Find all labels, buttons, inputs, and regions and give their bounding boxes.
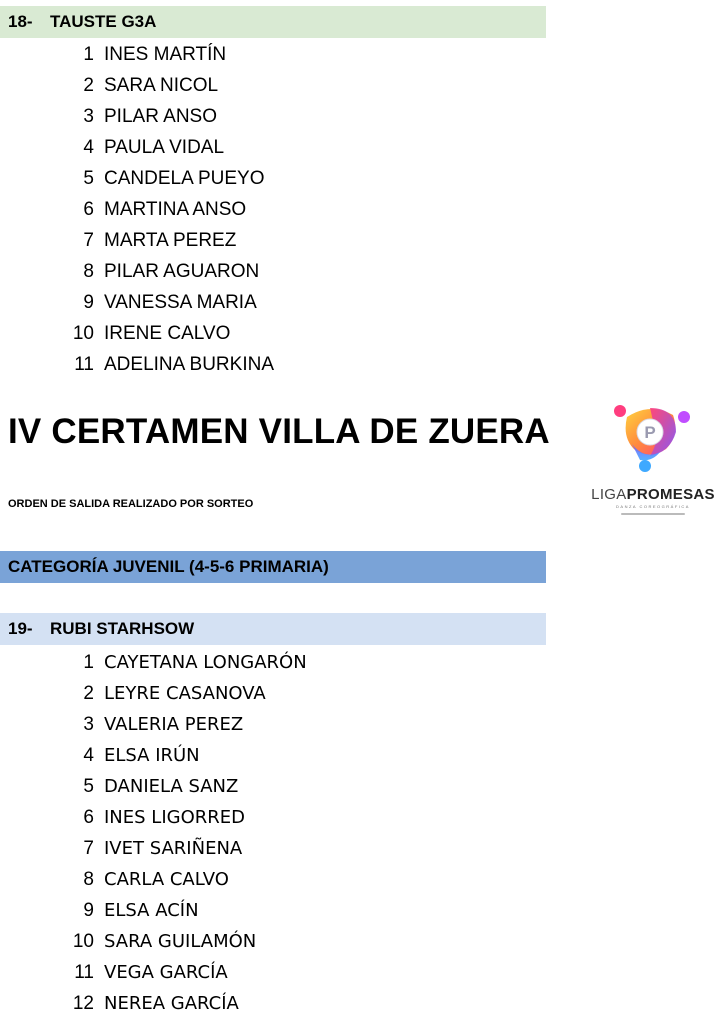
member-name: IVET SARIÑENA <box>104 838 243 859</box>
logo-underline <box>621 513 685 515</box>
member-name: NEREA GARCÍA <box>104 993 239 1014</box>
liga-promesas-logo <box>588 400 718 520</box>
group-19-number: 19- <box>8 619 33 638</box>
member-number: 6 <box>83 807 94 828</box>
category-label: CATEGORÍA JUVENIL (4-5-6 PRIMARIA) <box>8 557 329 576</box>
member-number: 1 <box>83 652 94 673</box>
member-name: VEGA GARCÍA <box>104 962 228 983</box>
member-name: MARTINA ANSO <box>104 199 247 220</box>
member-name: CANDELA PUEYO <box>104 168 265 189</box>
logo-mark-icon <box>610 400 696 480</box>
member-name: INES LIGORRED <box>104 807 245 828</box>
member-name: INES MARTÍN <box>104 44 227 65</box>
member-number: 5 <box>83 168 94 189</box>
list-item <box>0 39 274 70</box>
member-name: PILAR AGUARON <box>104 261 260 282</box>
member-name: SARA NICOL <box>104 75 219 96</box>
list-item <box>0 194 274 225</box>
member-number: 7 <box>83 838 94 859</box>
list-item <box>0 132 274 163</box>
list-item <box>0 225 274 256</box>
list-item <box>0 833 307 864</box>
member-number: 9 <box>83 292 94 313</box>
member-name: MARTA PEREZ <box>104 230 237 251</box>
member-name: VALERIA PEREZ <box>104 714 244 735</box>
member-number: 2 <box>83 75 94 96</box>
logo-word-promesas: PROMESAS <box>626 486 715 503</box>
group-18-name: TAUSTE G3A <box>50 12 157 31</box>
member-number: 4 <box>83 137 94 158</box>
member-number: 11 <box>74 354 94 375</box>
list-item <box>0 678 307 709</box>
list-item <box>0 256 274 287</box>
logo-wordmark <box>588 486 718 503</box>
member-number: 12 <box>72 993 94 1014</box>
group-18-header <box>0 6 546 38</box>
list-item <box>0 70 274 101</box>
member-number: 10 <box>72 323 94 344</box>
list-item <box>0 864 307 895</box>
member-number: 11 <box>74 962 94 983</box>
list-item <box>0 895 307 926</box>
list-item <box>0 802 307 833</box>
page-subtitle: ORDEN DE SALIDA REALIZADO POR SORTEO <box>8 498 254 510</box>
member-name: VANESSA MARIA <box>104 292 257 313</box>
member-number: 4 <box>83 745 94 766</box>
page-title: IV CERTAMEN VILLA DE ZUERA <box>8 412 550 451</box>
member-name: LEYRE CASANOVA <box>104 683 266 704</box>
group-18-number: 18- <box>8 12 33 31</box>
member-name: DANIELA SANZ <box>104 776 239 797</box>
group-18-member-list <box>0 39 274 380</box>
member-name: IRENE CALVO <box>104 323 231 344</box>
member-name: ADELINA BURKINA <box>104 354 274 375</box>
member-number: 8 <box>83 261 94 282</box>
group-19-header <box>0 613 546 645</box>
member-number: 9 <box>83 900 94 921</box>
list-item <box>0 318 274 349</box>
list-item <box>0 709 307 740</box>
member-number: 3 <box>83 714 94 735</box>
list-item <box>0 287 274 318</box>
member-name: PAULA VIDAL <box>104 137 225 158</box>
member-name: PILAR ANSO <box>104 106 217 127</box>
list-item <box>0 101 274 132</box>
list-item <box>0 957 307 988</box>
list-item <box>0 926 307 957</box>
member-number: 2 <box>83 683 94 704</box>
logo-letter: P <box>644 423 656 442</box>
member-number: 1 <box>83 44 94 65</box>
member-name: CAYETANA LONGARÓN <box>104 652 307 673</box>
member-number: 6 <box>83 199 94 220</box>
group-19-member-list <box>0 647 307 1019</box>
group-19-name: RUBI STARHSOW <box>50 619 195 638</box>
member-number: 7 <box>83 230 94 251</box>
member-number: 10 <box>72 931 94 952</box>
logo-word-liga: LIGA <box>591 486 627 503</box>
member-number: 5 <box>83 776 94 797</box>
list-item <box>0 647 307 678</box>
list-item <box>0 349 274 380</box>
member-number: 8 <box>83 869 94 890</box>
logo-tagline: DANZA COREOGRÁFICA <box>616 504 690 509</box>
member-name: SARA GUILAMÓN <box>104 931 257 952</box>
member-number: 3 <box>83 106 94 127</box>
member-name: CARLA CALVO <box>104 869 229 890</box>
list-item <box>0 740 307 771</box>
list-item <box>0 988 307 1019</box>
category-header <box>0 551 546 583</box>
member-name: ELSA ACÍN <box>104 900 199 921</box>
list-item <box>0 771 307 802</box>
list-item <box>0 163 274 194</box>
member-name: ELSA IRÚN <box>104 745 200 766</box>
